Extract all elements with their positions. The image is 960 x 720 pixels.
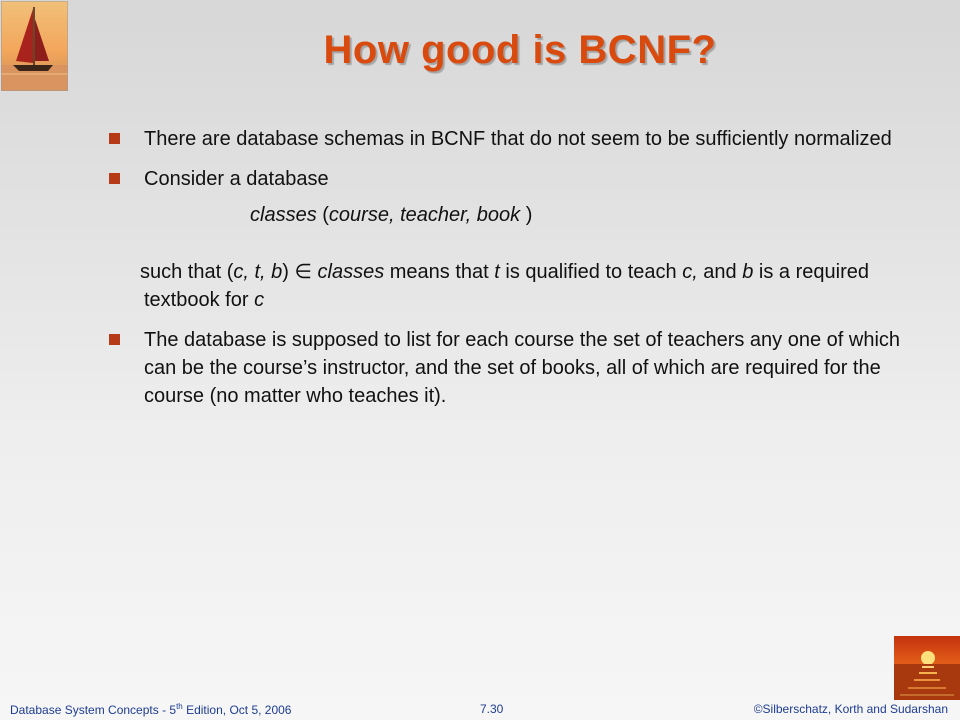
such-that-text: such that (c, t, b) ∈ classes means that t is qualified to teach c, and b is a required textbook for c (140, 261, 869, 311)
slide-content (106, 125, 906, 422)
bullet-text: The database is supposed to list for each course the set of teachers any one of which can be the course’s instructor, and the set of books, all of which are required for the course (no matter who teaches it). (144, 329, 901, 407)
slide-title: How good is BCNF? (323, 28, 717, 72)
schema-line: classes (course, teacher, book ) (250, 204, 533, 226)
bullet-text: Consider a database (144, 168, 329, 190)
relation-name: classes (250, 204, 317, 226)
square-bullet-icon (109, 173, 120, 184)
page-number: 7.30 (480, 702, 504, 716)
sunset-logo (894, 636, 960, 700)
footer-copyright: ©Silberschatz, Korth and Sudarshan (753, 702, 948, 716)
footer-book-info: Database System Concepts - 5th Edition, Oct 5, 2006 (10, 702, 292, 717)
square-bullet-icon (109, 334, 120, 345)
bullet-text: There are database schemas in BCNF that do not seem to be sufficiently normalized (144, 128, 892, 150)
bullet-item (106, 165, 906, 193)
square-bullet-icon (109, 133, 120, 144)
bullet-item (106, 125, 906, 153)
relation-attributes: course, teacher, book (328, 204, 521, 226)
bullet-item (106, 326, 906, 410)
footer (0, 699, 960, 720)
